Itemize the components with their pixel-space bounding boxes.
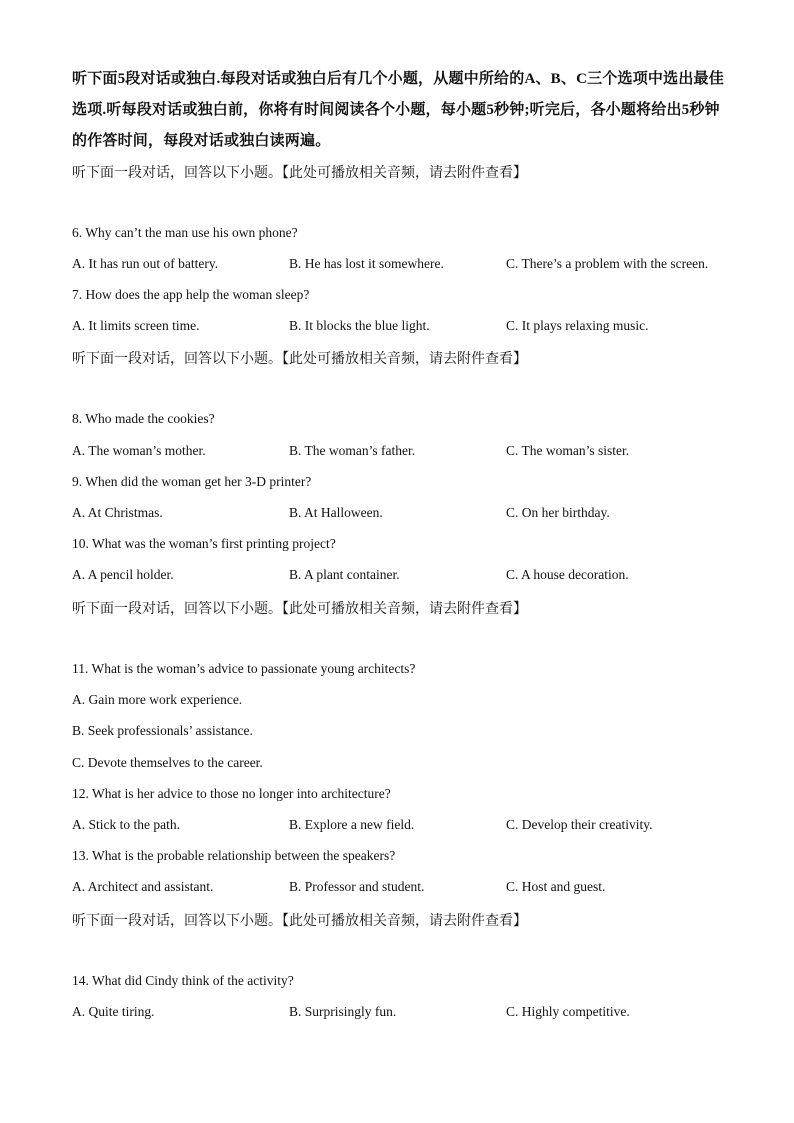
option-10c: C. A house decoration. <box>506 567 629 582</box>
option-11a: A. Gain more work experience. <box>72 692 243 707</box>
question-6: 6. Why can’t the man use his own phone? <box>72 225 298 240</box>
option-14a: A. Quite tiring. <box>72 1004 155 1019</box>
option-6a: A. It has run out of battery. <box>72 256 219 271</box>
option-14b: B. Surprisingly fun. <box>289 1004 397 1019</box>
option-7c: C. It plays relaxing music. <box>506 318 649 333</box>
section-note: 听下面一段对话，回答以下小题。【此处可播放相关音频，请去附件查看】 <box>72 166 527 181</box>
option-6c: C. There’s a problem with the screen. <box>506 256 709 271</box>
question-7: 7. How does the app help the woman sleep? <box>72 287 310 302</box>
question-10: 10. What was the woman’s first printing project? <box>72 536 336 551</box>
question-13: 13. What is the probable relationship between the speakers? <box>72 848 396 863</box>
option-11b: B. Seek professionals’ assistance. <box>72 723 253 738</box>
option-14c: C. Highly competitive. <box>506 1004 630 1019</box>
option-7b: B. It blocks the blue light. <box>289 318 430 333</box>
question-14: 14. What did Cindy think of the activity? <box>72 973 294 988</box>
option-8b: B. The woman’s father. <box>289 443 416 458</box>
option-11c: C. Devote themselves to the career. <box>72 755 263 770</box>
option-13a: A. Architect and assistant. <box>72 879 214 894</box>
option-9a: A. At Christmas. <box>72 505 163 520</box>
question-11: 11. What is the woman’s advice to passionate young architects? <box>72 661 416 676</box>
option-6b: B. He has lost it somewhere. <box>289 256 444 271</box>
section-note: 听下面一段对话，回答以下小题。【此处可播放相关音频，请去附件查看】 <box>72 352 527 367</box>
option-9c: C. On her birthday. <box>506 505 610 520</box>
section-note: 听下面一段对话，回答以下小题。【此处可播放相关音频，请去附件查看】 <box>72 914 527 929</box>
option-10a: A. A pencil holder. <box>72 567 174 582</box>
option-13b: B. Professor and student. <box>289 879 425 894</box>
question-9: 9. When did the woman get her 3-D printer? <box>72 474 312 489</box>
section-note: 听下面一段对话，回答以下小题。【此处可播放相关音频，请去附件查看】 <box>72 602 527 617</box>
option-12c: C. Develop their creativity. <box>506 817 653 832</box>
instructions-paragraph: 听下面5段对话或独白.每段对话或独白后有几个小题，从题中所给的A、B、C三个选项中选出最佳选项.听每段对话或独白前，你将有时间阅读各个小题，每小题5秒钟;听完后，各小题将给出5秒钟的作答时间，每段对话或独白读两遍。 <box>72 71 724 149</box>
option-9b: B. At Halloween. <box>289 505 383 520</box>
question-12: 12. What is her advice to those no longer into architecture? <box>72 786 391 801</box>
option-12b: B. Explore a new field. <box>289 817 415 832</box>
option-8a: A. The woman’s mother. <box>72 443 206 458</box>
option-13c: C. Host and guest. <box>506 879 606 894</box>
option-10b: B. A plant container. <box>289 567 400 582</box>
option-8c: C. The woman’s sister. <box>506 443 630 458</box>
option-12a: A. Stick to the path. <box>72 817 180 832</box>
option-7a: A. It limits screen time. <box>72 318 200 333</box>
question-8: 8. Who made the cookies? <box>72 411 215 426</box>
